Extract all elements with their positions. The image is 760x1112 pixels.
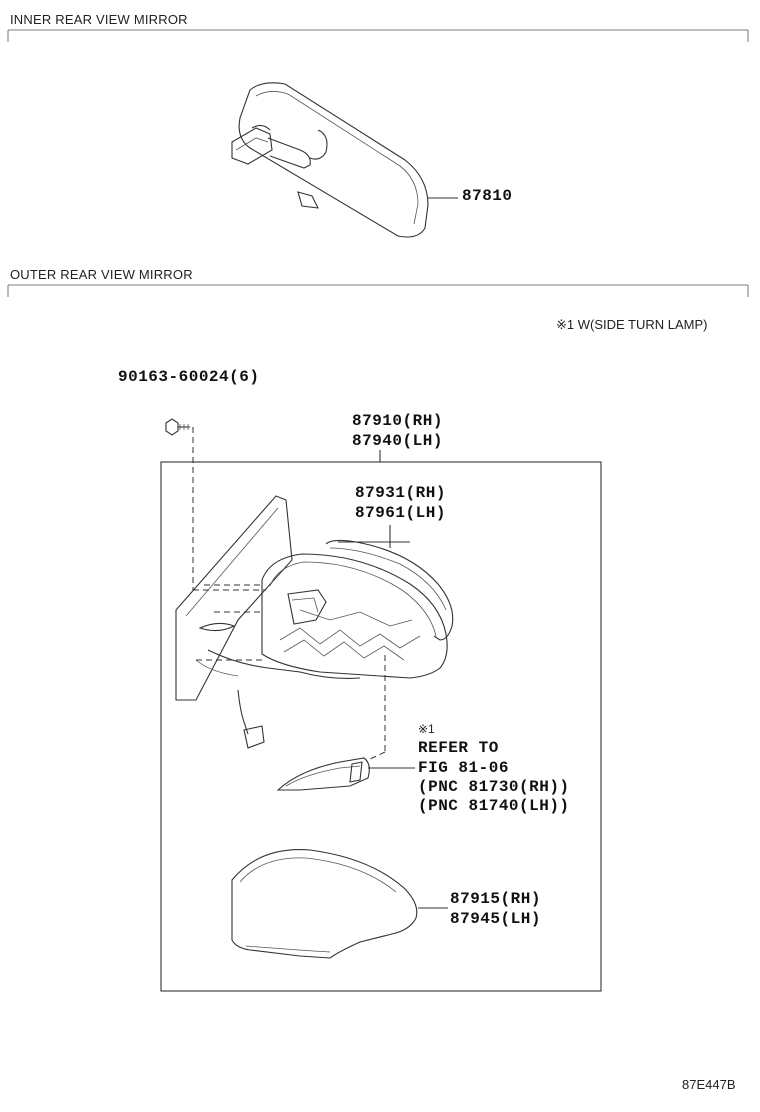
inner-section-bracket — [8, 30, 748, 42]
part-number-cover-lh[interactable]: 87945(LH) — [450, 910, 541, 928]
part-number-cover-rh[interactable]: 87915(RH) — [450, 890, 541, 908]
part-number-screw[interactable]: 90163-60024(6) — [118, 368, 260, 386]
side-turn-lamp-drawing — [278, 655, 415, 790]
part-number-glass-rh[interactable]: 87931(RH) — [355, 484, 446, 502]
figure-code: 87E447B — [682, 1077, 736, 1092]
mirror-housing-drawing — [196, 554, 447, 678]
part-number-mirror-assy-lh[interactable]: 87940(LH) — [352, 432, 443, 450]
mirror-glass-drawing — [326, 540, 453, 640]
mirror-cover-drawing — [232, 850, 448, 958]
outer-section-bracket — [8, 285, 748, 297]
part-number-glass-lh[interactable]: 87961(LH) — [355, 504, 446, 522]
refer-line-1: REFER TO — [418, 739, 499, 757]
part-number-inner-mirror[interactable]: 87810 — [462, 187, 513, 205]
refer-line-3: (PNC 81730(RH)) — [418, 778, 570, 796]
inner-mirror-drawing — [232, 83, 458, 237]
inner-section-title: INNER REAR VIEW MIRROR — [10, 12, 188, 27]
outer-section-title: OUTER REAR VIEW MIRROR — [10, 267, 193, 282]
part-number-mirror-assy-rh[interactable]: 87910(RH) — [352, 412, 443, 430]
refer-line-4: (PNC 81740(LH)) — [418, 797, 570, 815]
refer-line-2[interactable]: FIG 81-06 — [418, 759, 509, 777]
side-turn-lamp-note: ※1 W(SIDE TURN LAMP) — [556, 317, 708, 332]
mirror-base-drawing — [176, 496, 292, 748]
refer-mark: ※1 — [418, 722, 435, 736]
